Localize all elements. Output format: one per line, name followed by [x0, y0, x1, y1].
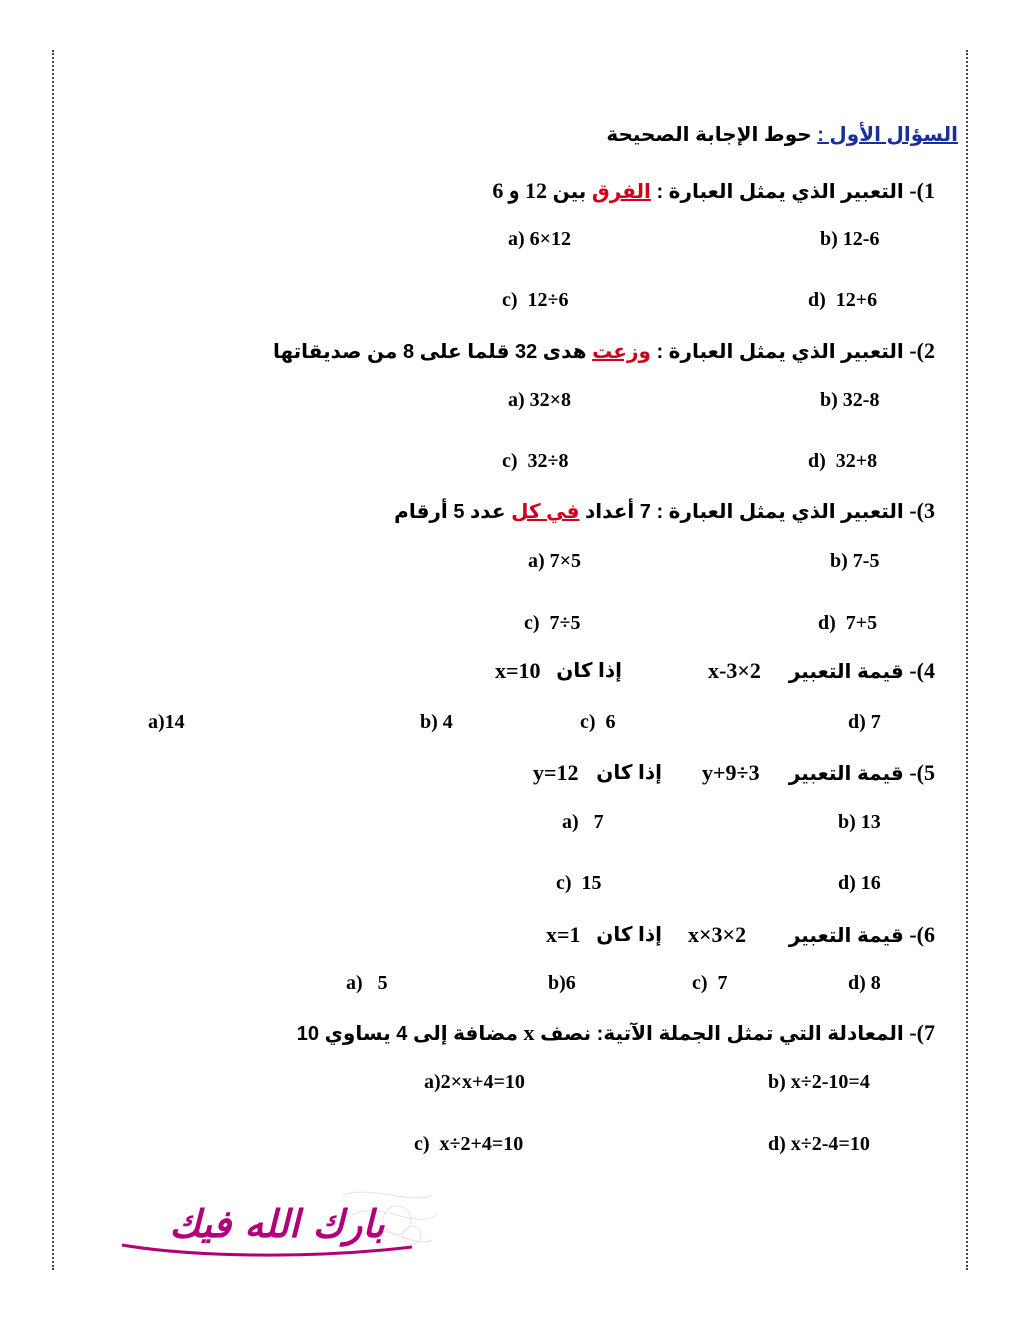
- blessing-logo: [112, 1185, 442, 1265]
- question-6-condition: إذا كان: [596, 924, 662, 946]
- question-5-expression: y+9÷3: [702, 760, 760, 785]
- question-6-prefix: قيمة التعبير: [788, 925, 904, 947]
- question-6-number: 6)-: [909, 922, 935, 947]
- question-7: [297, 1020, 935, 1046]
- q5-option-d[interactable]: d) 16: [838, 872, 881, 894]
- q2-option-a[interactable]: a) 32×8: [508, 389, 572, 411]
- q2-option-d[interactable]: d) 32+8: [808, 450, 878, 472]
- q1-option-a[interactable]: a) 6×12: [508, 228, 572, 250]
- q4-option-c[interactable]: c) 6: [580, 711, 616, 733]
- question-2-number: 2)-: [909, 338, 935, 363]
- question-4-expression: x-3×2: [708, 658, 761, 683]
- question-1-prefix: التعبير الذي يمثل العبارة :: [656, 181, 904, 203]
- q6-option-c[interactable]: c) 7: [692, 972, 728, 994]
- question-5-prefix: قيمة التعبير: [788, 763, 904, 785]
- q5-option-a[interactable]: a) 7: [562, 811, 604, 833]
- question-7-rest: مضافة إلى 4 يساوي 10: [296, 1023, 518, 1045]
- question-3-rest: عدد 5 أرقام: [394, 501, 506, 523]
- q6-option-d[interactable]: d) 8: [848, 972, 881, 994]
- question-4-label: [789, 658, 935, 684]
- question-2-keyword: وزعت: [592, 341, 651, 363]
- question-2: [273, 338, 935, 364]
- question-4-value: x=10: [495, 658, 541, 683]
- q7-option-d[interactable]: d) x÷2-4=10: [768, 1133, 870, 1155]
- q1-option-d[interactable]: d) 12+6: [808, 289, 878, 311]
- page-border-left: [52, 50, 54, 1270]
- question-4-prefix: قيمة التعبير: [788, 661, 904, 683]
- section-title: [606, 122, 958, 147]
- q3-option-d[interactable]: d) 7+5: [818, 612, 878, 634]
- question-2-rest: هدى 32 قلما على 8 من صديقاتها: [272, 341, 587, 363]
- q4-option-a[interactable]: a)14: [148, 711, 185, 733]
- q7-option-c[interactable]: c) x÷2+4=10: [414, 1133, 524, 1155]
- question-2-prefix: التعبير الذي يمثل العبارة :: [656, 341, 904, 363]
- q5-option-c[interactable]: c) 15: [556, 872, 602, 894]
- q1-option-c[interactable]: c) 12÷6: [502, 289, 569, 311]
- question-1-math: 12 و 6: [492, 178, 548, 203]
- q7-option-a[interactable]: a)2×x+4=10: [424, 1071, 525, 1093]
- q6-option-a[interactable]: a) 5: [346, 972, 388, 994]
- question-7-prefix: المعادلة التي تمثل الجملة الآتية: نصف: [540, 1023, 904, 1045]
- page-border-right: [966, 50, 968, 1270]
- question-7-variable: x: [523, 1020, 535, 1045]
- question-4-number: 4)-: [909, 658, 935, 683]
- question-5-number: 5)-: [909, 760, 935, 785]
- q2-option-b[interactable]: b) 32-8: [820, 389, 880, 411]
- q3-option-a[interactable]: a) 7×5: [528, 550, 582, 572]
- q5-option-b[interactable]: b) 13: [838, 811, 881, 833]
- question-6-expression: x×3×2: [688, 922, 747, 947]
- title-label: السؤال الأول :: [817, 124, 958, 146]
- question-1: [492, 178, 935, 204]
- blessing-logo-text: بارك الله فيك: [169, 1201, 385, 1246]
- question-5-condition: إذا كان: [596, 762, 662, 784]
- question-1-rest: بين: [552, 181, 587, 203]
- question-6-label: [789, 922, 935, 948]
- question-5-value: y=12: [533, 760, 579, 785]
- question-3: [394, 498, 935, 524]
- question-4-condition: إذا كان: [556, 660, 622, 682]
- q4-option-b[interactable]: b) 4: [420, 711, 453, 733]
- q6-option-b[interactable]: b)6: [548, 972, 576, 994]
- question-1-number: 1)-: [909, 178, 935, 203]
- q3-option-c[interactable]: c) 7÷5: [524, 612, 581, 634]
- question-3-number: 3)-: [909, 498, 935, 523]
- question-3-prefix: التعبير الذي يمثل العبارة : 7 أعداد: [585, 501, 904, 523]
- title-text: حوط الإجابة الصحيحة: [606, 124, 812, 146]
- q4-option-d[interactable]: d) 7: [848, 711, 881, 733]
- question-6-value: x=1: [546, 922, 581, 947]
- question-5-label: [789, 760, 935, 786]
- q1-option-b[interactable]: b) 12-6: [820, 228, 880, 250]
- question-3-keyword: في كل: [511, 501, 580, 523]
- question-7-number: 7)-: [909, 1020, 935, 1045]
- q2-option-c[interactable]: c) 32÷8: [502, 450, 569, 472]
- q3-option-b[interactable]: b) 7-5: [830, 550, 880, 572]
- question-1-keyword: الفرق: [591, 181, 651, 203]
- q7-option-b[interactable]: b) x÷2-10=4: [768, 1071, 870, 1093]
